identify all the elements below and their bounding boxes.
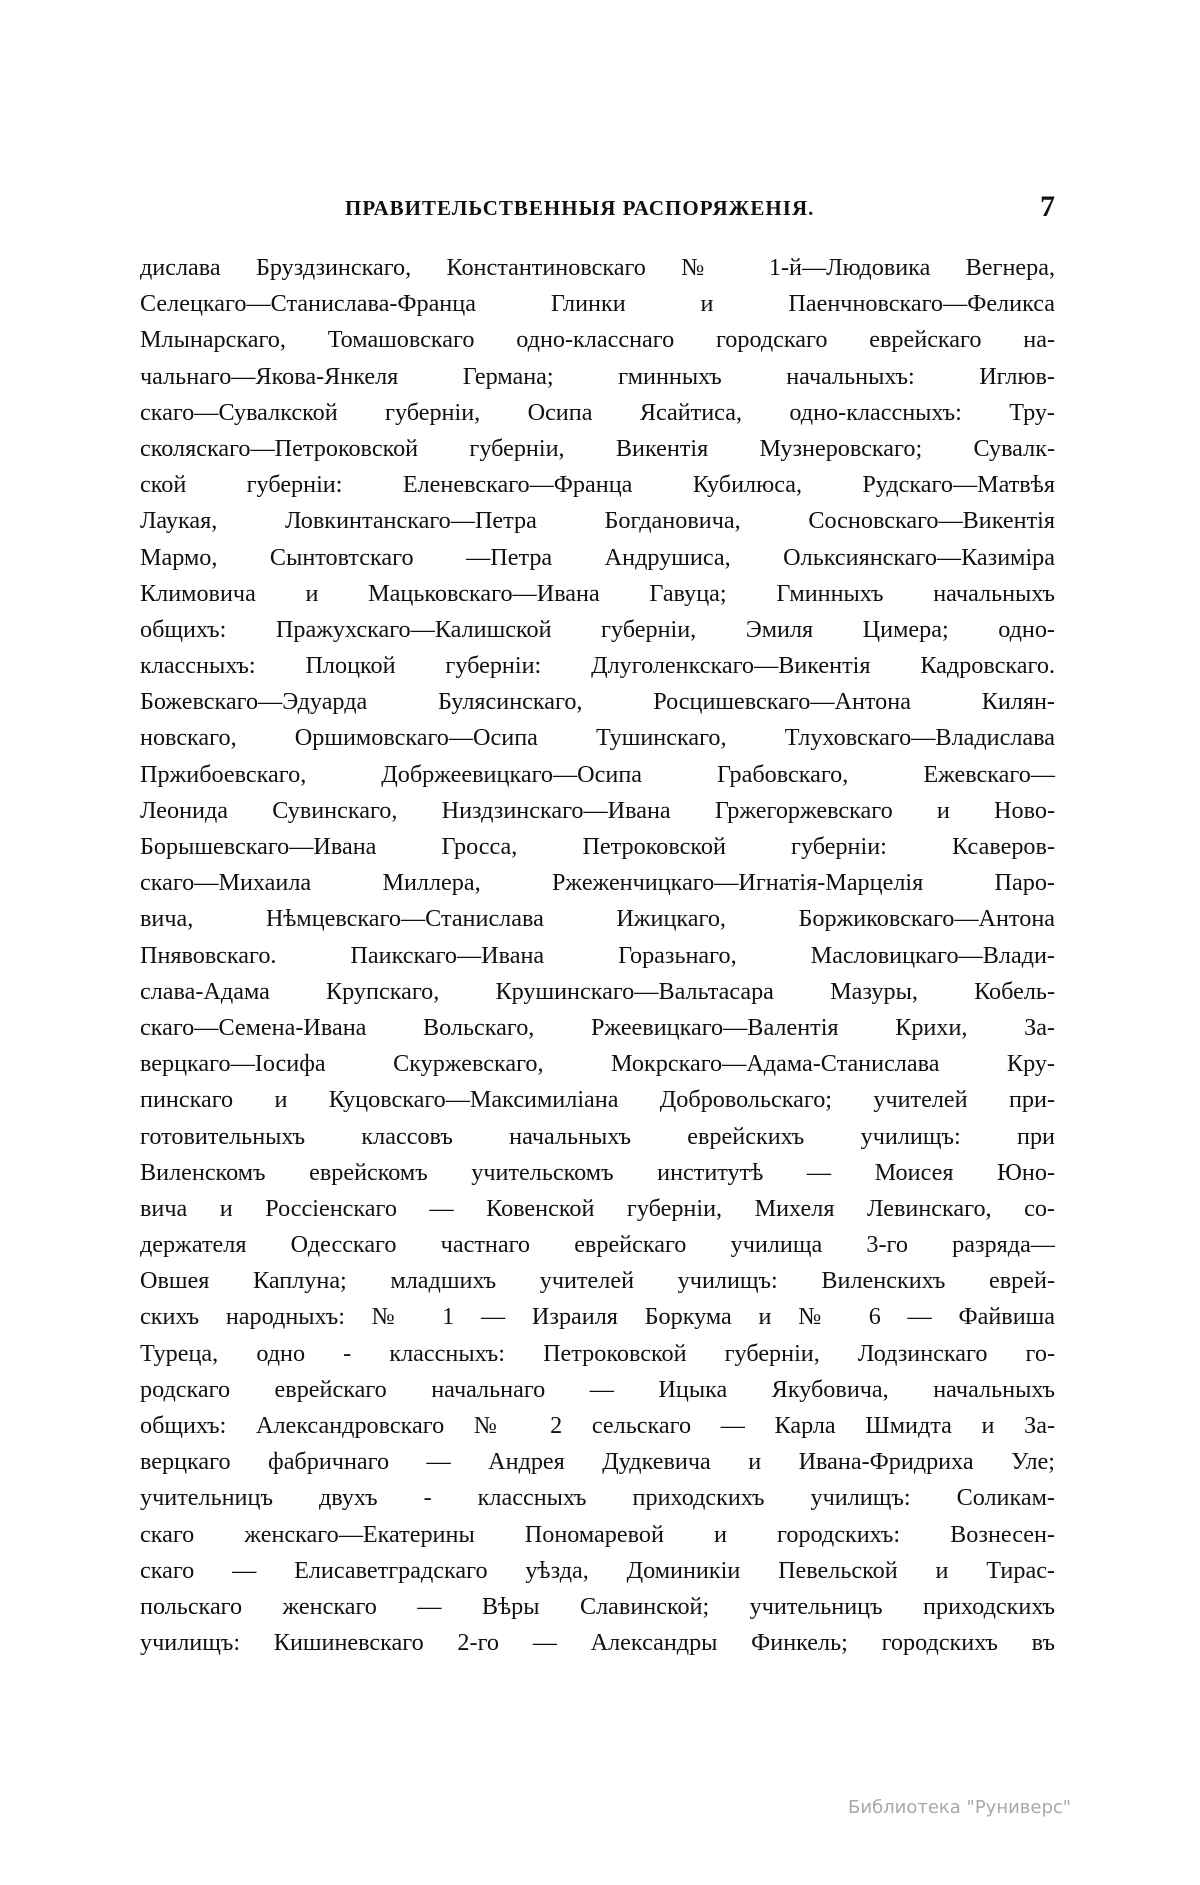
text-line: Селецкаго—Станислава-Франца Глинки и Паенчновскаго—Феликса (140, 290, 1055, 318)
text-line: Млынарскаго, Томашовскаго одно-класснаго городскаго еврейскаго на- (140, 326, 1055, 354)
text-line: скихъ народныхъ: № 1 — Израиля Боркума и № 6 — Файвиша (140, 1303, 1055, 1331)
text-line: учительницъ двухъ - классныхъ приходскихъ училищъ: Соликам- (140, 1484, 1055, 1512)
running-title: ПРАВИТЕЛЬСТВЕННЫЯ РАСПОРЯЖЕНІЯ. (345, 196, 815, 220)
text-line: скаго—Семена-Ивана Вольскаго, Ржеевицкаго—Валентія Крихи, За- (140, 1013, 1055, 1041)
text-line: Божевскаго—Эдуарда Булясинскаго, Росцишевскаго—Антона Килян- (140, 688, 1055, 716)
text-line: новскаго, Оршимовскаго—Осипа Тушинскаго, Тлуховскаго—Владислава (140, 724, 1055, 752)
text-line: Климовича и Мацьковскаго—Ивана Гавуца; Гминныхъ начальныхъ (140, 579, 1055, 607)
body-text (140, 250, 1055, 1661)
text-line: общихъ: Александровскаго № 2 сельскаго — Карла Шмидта и За- (140, 1412, 1055, 1439)
text-line: польскаго женскаго — Вѣры Славинской; учительницъ приходскихъ (140, 1592, 1055, 1620)
text-line: скаго—Сувалкской губерніи, Осипа Ясайтиса, одно-классныхъ: Тру- (140, 398, 1055, 426)
text-line: Виленскомъ еврейскомъ учительскомъ институтѣ — Моисея Юно- (140, 1158, 1055, 1186)
text-line: Турецa, одно - классныхъ: Петроковской губерніи, Лодзинскаго го- (140, 1339, 1055, 1367)
text-line: общихъ: Пражухскаго—Калишской губерніи, Эмиля Цимера; одно- (140, 615, 1055, 643)
text-line: Лаукая, Ловкинтанскаго—Петра Богдановича, Сосновскаго—Викентія (140, 507, 1055, 535)
text-line: сколяскаго—Петроковской губерніи, Викентія Музнеровскаго; Сувалк- (140, 434, 1055, 462)
text-line: классныхъ: Плоцкой губерніи: Длуголенкскаго—Викентія Кадровскаго. (140, 652, 1055, 680)
text-line: готовительныхъ классовъ начальныхъ еврейскихъ училищъ: при (140, 1122, 1055, 1150)
text-line: скаго женскаго—Екатерины Пономаревой и городскихъ: Вознесен- (140, 1520, 1055, 1548)
text-line: скаго — Елисаветградскаго уѣзда, Доминикіи Певельской и Тирас- (140, 1556, 1055, 1584)
text-line: дислава Бруздзинскаго, Константиновскаго № 1-й—Людовика Вегнера, (140, 254, 1055, 281)
text-line: Пржибоевскаго, Добржеевицкаго—Осипа Грабовскаго, Ежевскаго— (140, 760, 1055, 788)
page-number: 7 (1040, 190, 1055, 223)
text-line: родскаго еврейскаго начальнаго — Ицыка Якубовича, начальныхъ (140, 1375, 1055, 1403)
text-line: Овшея Каплуна; младшихъ учителей училищъ: Виленскихъ еврей- (140, 1267, 1055, 1295)
text-line: вича и Россіенскаго — Ковенской губерніи, Михеля Левинскаго, со- (140, 1194, 1055, 1222)
library-watermark: Библиотека "Руниверс" (848, 1797, 1072, 1818)
text-line: пинскаго и Куцовскаго—Максимиліана Добровольскаго; учителей при- (140, 1086, 1055, 1114)
text-line: чальнаго—Якова-Янкеля Германа; гминныхъ начальныхъ: Иглюв- (140, 362, 1055, 390)
text-line: Леонида Сувинскаго, Низдзинскаго—Ивана Гржегоржевскаго и Ново- (140, 796, 1055, 824)
text-line: Пнявовскаго. Паикскаго—Ивана Горазьнаго, Масловицкаго—Влади- (140, 941, 1055, 969)
page-header (140, 190, 1055, 230)
text-line: верцкаго—Іосифа Скуржевскаго, Мокрскаго—Адама-Станислава Кру- (140, 1050, 1055, 1078)
text-line: скаго—Михаила Миллера, Ржеженчицкаго—Игнатія-Марцелія Паро- (140, 869, 1055, 897)
text-line: училищъ: Кишиневскаго 2-го — Александры Финкель; городскихъ въ (140, 1629, 1055, 1657)
text-line: держателя Одесскаго частнаго еврейскаго училища 3-го разряда— (140, 1231, 1055, 1259)
text-line: ской губерніи: Еленевскаго—Франца Кубилюса, Рудскаго—Матвѣя (140, 471, 1055, 499)
text-line: слава-Адама Крупскаго, Крушинскаго—Вальтасара Мазуры, Кобель- (140, 977, 1055, 1005)
text-line: Мармо, Сынтовтскаго —Петра Андрушиса, Ольксиянскаго—Казиміра (140, 543, 1055, 571)
text-line: верцкаго фабричнаго — Андрея Дудкевича и Ивана-Фридриха Уле; (140, 1448, 1055, 1476)
text-line: вича, Нѣмцевскаго—Станислава Ижицкаго, Боржиковскаго—Антона (140, 905, 1055, 933)
text-line: Борышевскаго—Ивана Гросса, Петроковской губерніи: Ксаверов- (140, 833, 1055, 860)
